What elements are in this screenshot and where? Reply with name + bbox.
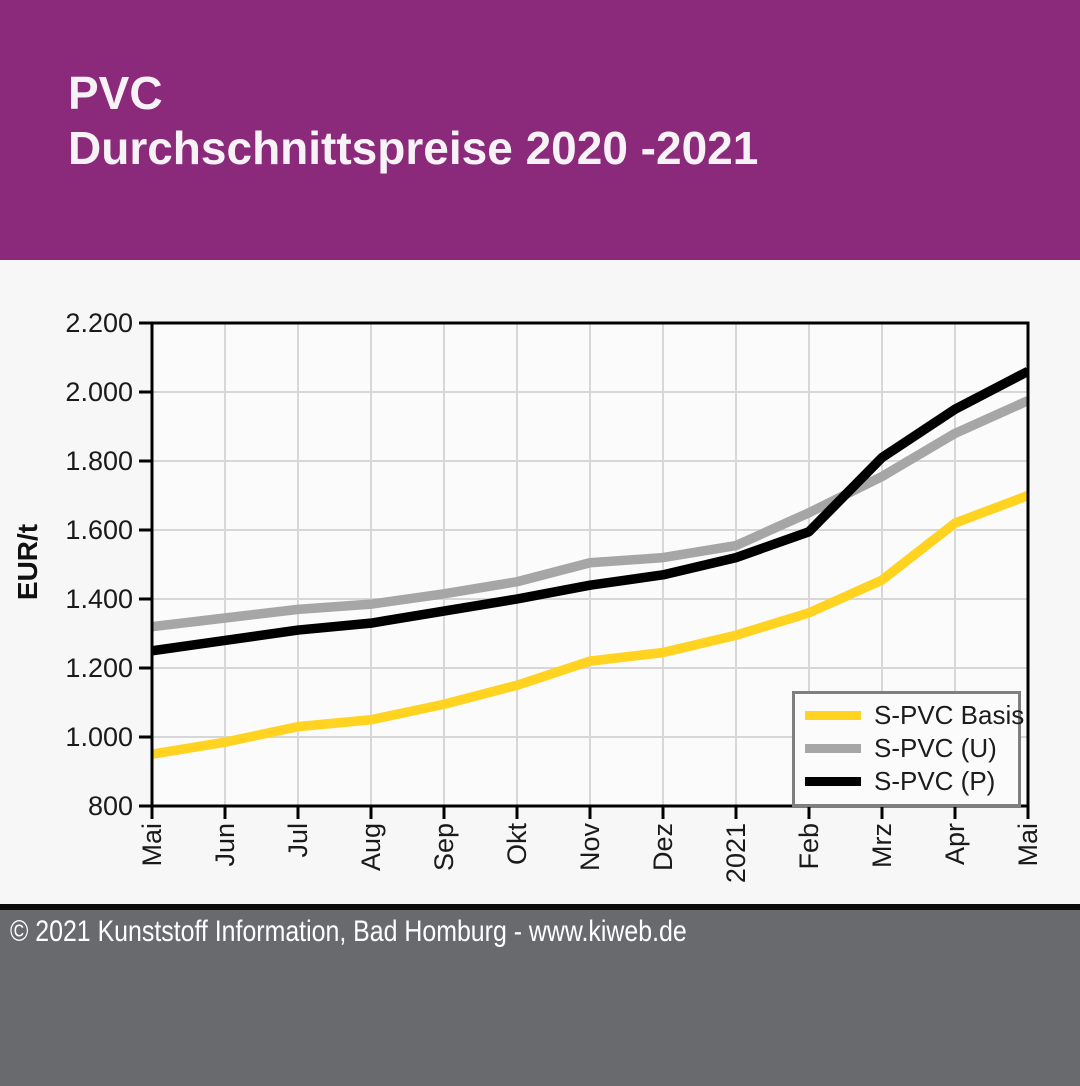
y-axis-title: EUR/t xyxy=(12,523,43,601)
y-tick-label: 1.600 xyxy=(65,515,133,545)
legend-label: S-PVC Basis xyxy=(874,700,1025,730)
x-tick-label: Jul xyxy=(283,823,313,858)
chart-legend xyxy=(792,691,1025,807)
y-tick-label: 2.000 xyxy=(65,377,133,407)
x-tick-label: Apr xyxy=(940,823,970,866)
x-tick-label: Aug xyxy=(356,823,386,872)
y-tick-label: 1.000 xyxy=(65,722,133,752)
legend-item xyxy=(795,732,1018,765)
footer xyxy=(0,904,1080,1086)
legend-swatch xyxy=(805,711,861,720)
y-tick-label: 2.200 xyxy=(65,308,133,338)
x-tick-label: Mrz xyxy=(867,823,897,868)
legend-swatch xyxy=(805,744,861,753)
y-tick-label: 1.200 xyxy=(65,653,133,683)
y-tick-label: 1.400 xyxy=(65,584,133,614)
header-banner xyxy=(0,0,1080,260)
chart-title-line2: Durchschnittspreise 2020 -2021 xyxy=(68,122,759,174)
x-tick-label: Mai xyxy=(137,823,167,867)
chart-title-line1: PVC xyxy=(68,67,163,119)
x-tick-label: Nov xyxy=(575,823,605,872)
x-tick-label: Okt xyxy=(502,823,532,866)
legend-item xyxy=(795,765,1018,798)
x-tick-label: Feb xyxy=(794,823,824,870)
chart-title xyxy=(68,66,758,176)
legend-swatch xyxy=(805,777,861,786)
x-tick-label: 2021 xyxy=(721,823,751,884)
x-tick-label: Sep xyxy=(429,823,459,872)
x-tick-label: Mai xyxy=(1013,823,1043,867)
copyright-text: © 2021 Kunststoff Information, Bad Homburg - www.kiweb.de xyxy=(10,915,687,948)
y-tick-label: 800 xyxy=(87,791,133,821)
legend-label: S-PVC (U) xyxy=(874,733,997,763)
legend-item xyxy=(795,699,1025,732)
x-tick-label: Dez xyxy=(648,823,678,872)
y-tick-label: 1.800 xyxy=(65,446,133,476)
x-tick-label: Jun xyxy=(210,823,240,867)
legend-label: S-PVC (P) xyxy=(874,766,996,796)
